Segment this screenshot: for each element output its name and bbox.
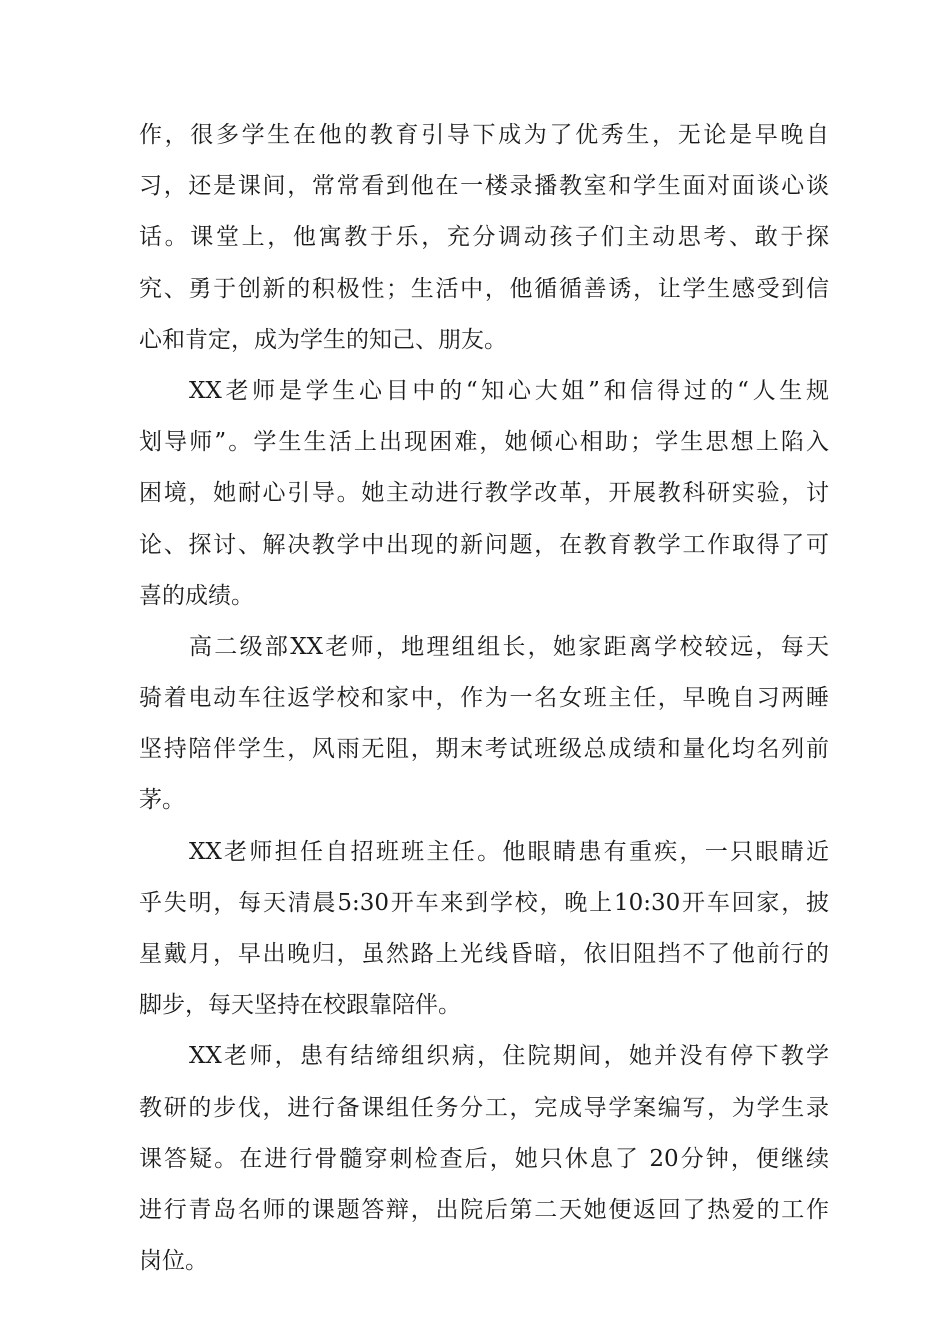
text-line: 坚持陪伴学生，风雨无阻，期末考试班级总成绩和量化均名列前	[139, 736, 829, 763]
text-line: 习，还是课间，常常看到他在一楼录播教室和学生面对面谈心谈	[139, 173, 829, 200]
text-line: 心和肯定，成为学生的知己、朋友。	[139, 326, 507, 353]
text-line: 脚步，每天坚持在校跟靠陪伴。	[139, 992, 461, 1019]
text-line: 作，很多学生在他的教育引导下成为了优秀生，无论是早晚自	[139, 122, 829, 148]
text-line: 高二级部XX老师，地理组组长，她家距离学校较远，每天	[189, 633, 829, 660]
text-line: 岗位。	[139, 1248, 208, 1275]
text-line: 进行青岛名师的课题答辩，出院后第二天她便返回了热爱的工作	[139, 1196, 829, 1223]
text-line: XX老师是学生心目中的“知心大姐”和信得过的“人生规	[189, 377, 829, 404]
text-line: 骑着电动车往返学校和家中，作为一名女班主任，早晚自习两睡	[139, 685, 829, 712]
document-body	[139, 110, 829, 1287]
text-line: XX老师担任自招班班主任。他眼睛患有重疾，一只眼睛近	[189, 838, 829, 865]
text-line: XX老师，患有结缔组织病，住院期间，她并没有停下教学	[189, 1043, 829, 1070]
text-line: 乎失明，每天清晨5:30开车来到学校，晚上10:30开车回家，披	[139, 889, 829, 916]
text-line: 困境，她耐心引导。她主动进行教学改革，开展教科研实验，讨	[139, 480, 829, 507]
text-line: 教研的步伐，进行备课组任务分工，完成导学案编写，为学生录	[139, 1094, 829, 1121]
text-line: 课答疑。在进行骨髓穿刺检查后，她只休息了 20分钟，便继续	[139, 1145, 829, 1172]
text-line: 茅。	[139, 787, 185, 814]
text-line: 究、勇于创新的积极性；生活中，他循循善诱，让学生感受到信	[139, 275, 829, 302]
text-line: 划导师”。学生生活上出现困难，她倾心相助；学生思想上陷入	[139, 429, 829, 456]
text-line: 话。课堂上，他寓教于乐，充分调动孩子们主动思考、敢于探	[139, 224, 829, 251]
text-line: 论、探讨、解决教学中出现的新问题，在教育教学工作取得了可	[139, 531, 829, 558]
text-line: 星戴月，早出晚归，虽然路上光线昏暗，依旧阻挡不了他前行的	[139, 941, 829, 967]
text-line: 喜的成绩。	[139, 582, 254, 609]
